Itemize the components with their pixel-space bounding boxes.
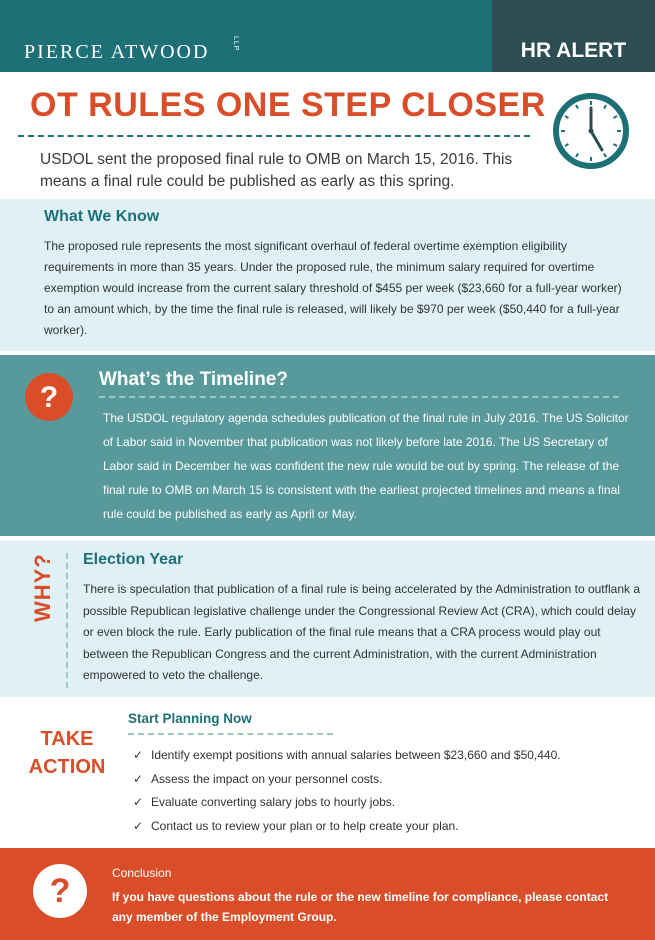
clock-icon	[552, 92, 630, 170]
take-action-label	[24, 725, 110, 781]
timeline-body: The USDOL regulatory agenda schedules publication of the final rule in July 2016. The US Solicitor of Labor said in November that publication was not likely before late 2016. The US Secretary of Labor said in December he was confident the new rule would be out by spring. The release of the final rule to OMB on March 15 is consistent with the earliest projected timelines and means a final rule could be published as early as April or May.	[103, 411, 629, 521]
list-item: ✓ Evaluate converting salary jobs to hourly jobs.	[133, 791, 561, 815]
logo-suffix: LLP	[232, 36, 239, 52]
election-year-heading: Election Year	[83, 551, 184, 568]
check-icon: ✓	[133, 795, 144, 809]
action-list	[133, 744, 561, 838]
start-planning-heading: Start Planning Now	[128, 711, 252, 726]
company-logo: PIERCE ATWOOD	[24, 41, 210, 63]
list-item: ✓ Assess the impact on your personnel costs.	[133, 768, 561, 792]
svg-text:?: ?	[49, 872, 71, 910]
list-item: ✓ Identify exempt positions with annual salaries between $23,660 and $50,440.	[133, 744, 561, 768]
why-divider	[66, 553, 68, 688]
timeline-heading: What’s the Timeline?	[99, 369, 288, 390]
page-title: OT RULES ONE STEP CLOSER	[30, 86, 546, 124]
timeline-divider	[99, 396, 619, 398]
svg-text:?: ?	[39, 381, 59, 414]
conclusion-body: If you have questions about the rule or the new timeline for compliance, please contact any member of the Employment Group.	[112, 890, 609, 924]
take-action-line1: TAKE	[40, 728, 94, 750]
check-icon: ✓	[133, 818, 144, 833]
what-we-know-body: The proposed rule represents the most significant overhaul of federal overtime exemption eligibility requirements in more than 35 years. Under the proposed rule, the minimum salary required for overtime exemption would increase from the current salary threshold of $455 per week ($23,660 for a full-year worker) to an amount which, by the time the final rule is released, will likely be $970 per week ($50,440 for a full-year worker).	[44, 239, 622, 337]
hr-alert-badge: HR ALERT	[492, 0, 655, 72]
question-mark-icon	[24, 372, 74, 422]
check-icon: ✓	[133, 771, 144, 786]
conclusion-label: Conclusion	[112, 866, 172, 880]
title-divider	[18, 135, 530, 137]
what-we-know-heading: What We Know	[44, 208, 160, 225]
header-bar	[0, 0, 655, 72]
check-icon: ✓	[133, 748, 144, 762]
list-item: ✓ Contact us to review your plan or to help create your plan.	[133, 815, 561, 839]
election-year-body: There is speculation that publication of a final rule is being accelerated by the Administration to outflank a possible Republican legislative challenge under the Congressional Review Act (CRA), which could delay or even block the rule. Early publication of the final rule means that a CRA process would play out between the Republican Congress and the current Administration, with the current Administration empowered to veto the challenge.	[83, 582, 640, 682]
intro-text: USDOL sent the proposed final rule to OMB on March 15, 2016. This means a final rule could be published as early as this spring.	[40, 151, 513, 190]
start-planning-divider	[128, 733, 333, 735]
question-mark-icon	[32, 863, 88, 919]
take-action-line2: ACTION	[28, 756, 106, 778]
why-side-label: WHY?	[30, 553, 55, 622]
